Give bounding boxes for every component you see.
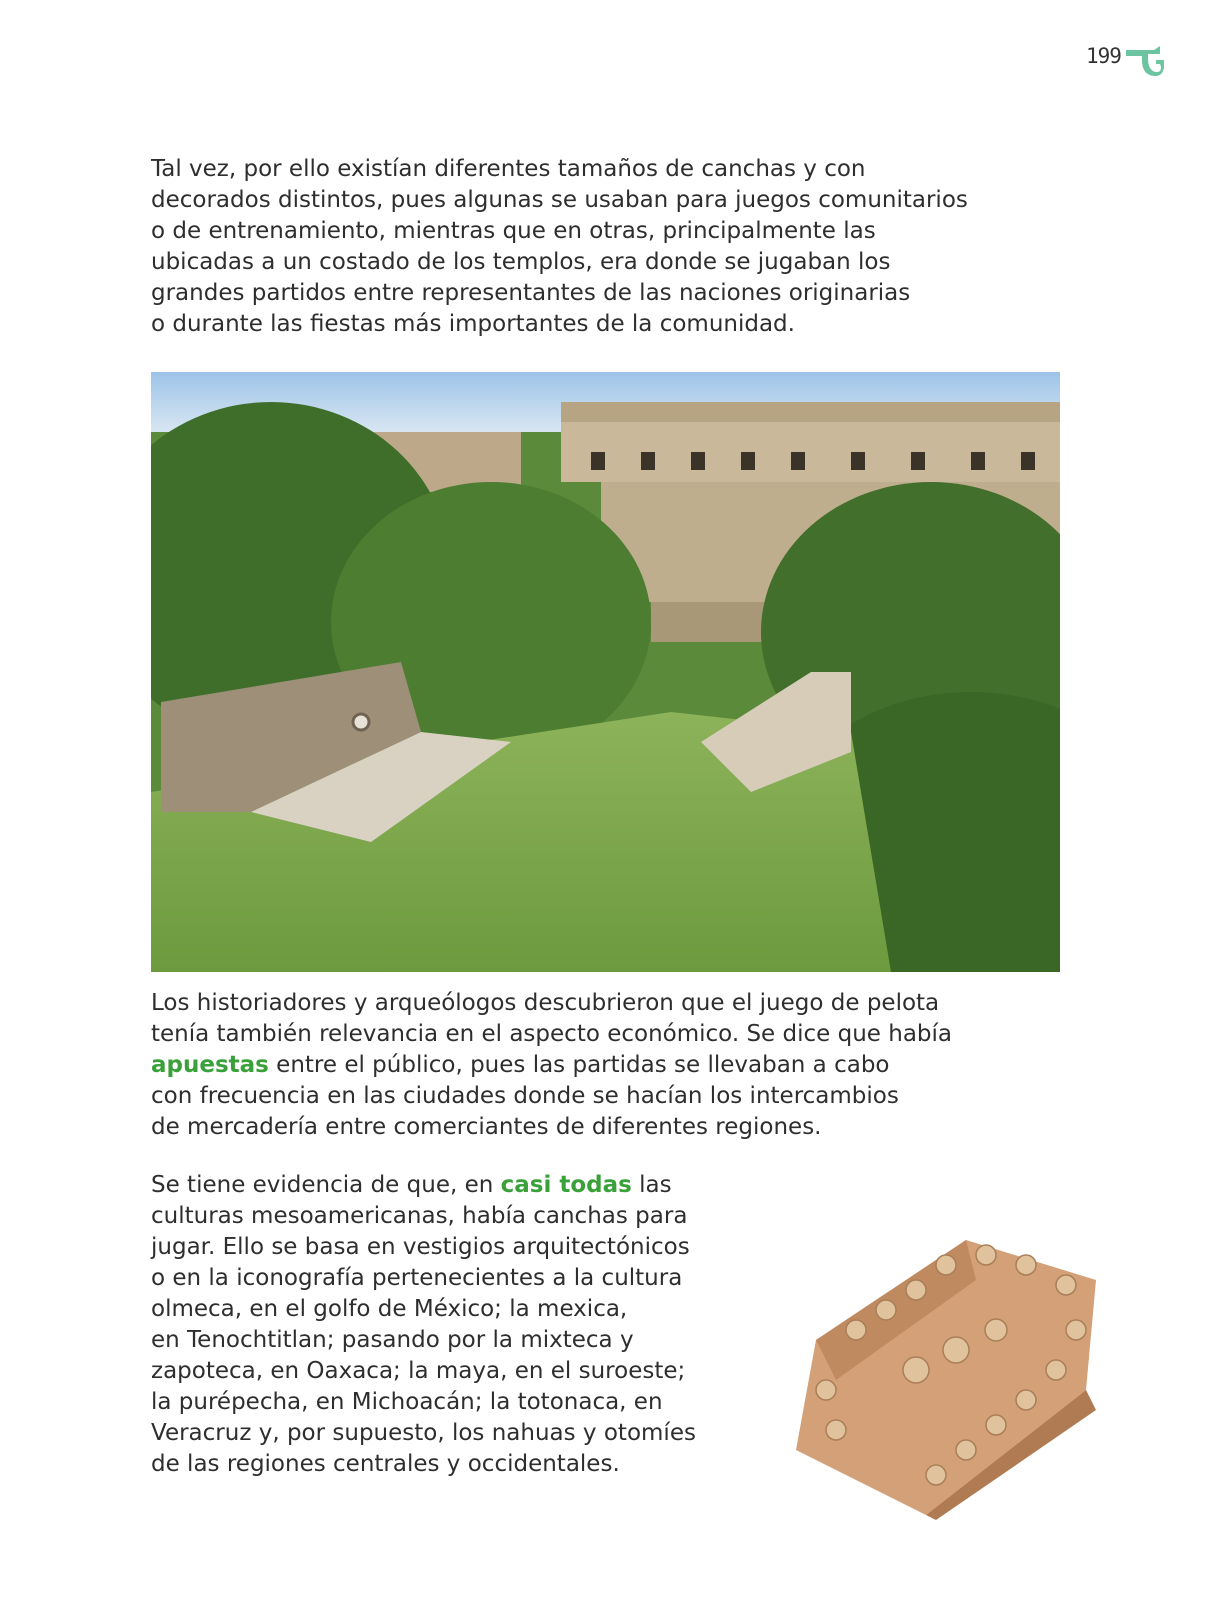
ball-court-ruins-photo xyxy=(151,372,1060,972)
highlight-term: apuestas xyxy=(151,1052,269,1078)
page-number: 199 xyxy=(1086,44,1121,68)
paragraph-mesoamerican-cultures xyxy=(151,1170,771,1480)
paragraph-text: entre el público, pues las partidas se llevaban a cabo con frecuencia en las ciudades donde se hacían los intercambios de mercadería entre comerciantes de diferentes regiones. xyxy=(151,1052,899,1140)
paragraph-text: Los historiadores y arqueólogos descubrieron que el juego de pelota tenía también relevancia en el aspecto económico. Se dice que había xyxy=(151,990,953,1047)
paragraph-text: Se tiene evidencia de que, en xyxy=(151,1172,501,1198)
highlight-term: casi todas xyxy=(500,1172,632,1198)
paragraph-court-sizes: Tal vez, por ello existían diferentes tamaños de canchas y con decorados distintos, pues algunas se usaban para juegos comunitarios o de entrenamiento, mientras que en otras, principalmente las ubicadas a un costado de los templos, era donde se jugaban los grandes partidos entre representantes de las naciones originarias o durante las fiestas más importantes de la comunidad. xyxy=(151,156,968,337)
clay-ballgame-model-image xyxy=(796,1160,1114,1520)
green-glyph-icon xyxy=(1124,44,1164,78)
paragraph-economic-relevance xyxy=(151,988,1071,1143)
paragraph-text: las culturas mesoamericanas, había canchas para jugar. Ello se basa en vestigios arquitectónicos o en la iconografía pertenecientes a la cultura olmeca, en el golfo de México; la mexica, en Tenochtitlan; pasando por la mixteca y zapoteca, en Oaxaca; la maya, en el suroeste; la purépecha, en Michoacán; la totonaca, en Veracruz y, por supuesto, los nahuas y otomíes de las regiones centrales y occidentales. xyxy=(151,1172,696,1477)
